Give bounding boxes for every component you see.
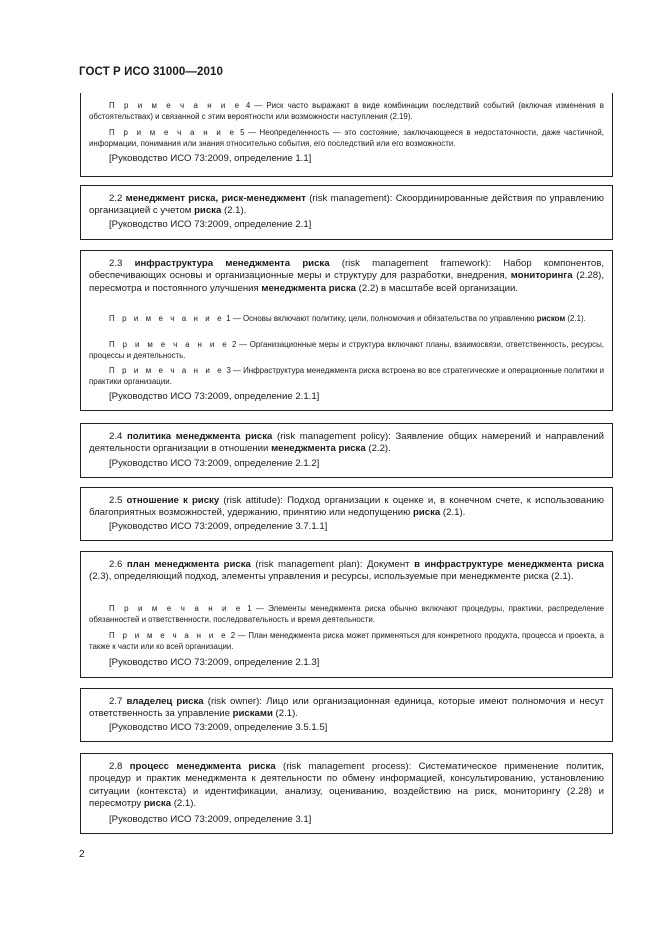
reference: [Руководство ИСО 73:2009, определение 2.1] bbox=[109, 219, 312, 230]
reference: [Руководство ИСО 73:2009, определение 2.1.1] bbox=[109, 391, 320, 402]
term: план менеджмента риска bbox=[126, 559, 251, 570]
definition-box-2-7 bbox=[80, 688, 613, 742]
term: владелец риска bbox=[126, 696, 204, 707]
definition-text: 2.8 процесс менеджмента риска (risk management process): Систематическое применение политик, процедур и практик менеджмента к деятельности по обмену информацией, консультированию, установлению ситуации (контекста) и идентификации, анализу, оцениванию, воздействию на риск, мониторингу (2.28) и пересмотру риска (2.1). bbox=[89, 761, 604, 810]
definition-box-2-4 bbox=[80, 423, 613, 478]
definition-text: 2.2 менеджмент риска, риск-менеджмент (risk management): Скоординированные действия по управлению организацией с учетом риска (2.1). bbox=[89, 193, 604, 217]
reference: [Руководство ИСО 73:2009, определение 3.7.1.1] bbox=[109, 521, 328, 532]
note-4: П р и м е ч а н и е 4 — Риск часто выражают в виде комбинации последствий событий (включая изменения в обстоятельствах) и связанной с этим вероятности или возможности наступления (2.19). bbox=[89, 101, 604, 121]
document-header: ГОСТ Р ИСО 31000—2010 bbox=[79, 66, 224, 78]
term: процесс менеджмента риска bbox=[129, 761, 276, 772]
definition-text: 2.7 владелец риска (risk owner): Лицо или организационная единица, которые имеют полномочия и несут ответственность за управление рисками (2.1). bbox=[89, 696, 604, 720]
note-2: П р и м е ч а н и е 2 — План менеджмента риска может применяться для конкретного продукта, процесса и проекта, а также к части или ко всей организации. bbox=[89, 631, 604, 651]
page-number: 2 bbox=[79, 849, 85, 860]
definition-box-continued bbox=[80, 93, 613, 177]
reference: [Руководство ИСО 73:2009, определение 3.5.1.5] bbox=[109, 722, 328, 733]
term: политика менеджмента риска bbox=[127, 431, 273, 442]
reference: [Руководство ИСО 73:2009, определение 2.1.3] bbox=[109, 657, 320, 668]
definition-text: 2.6 план менеджмента риска (risk management plan): Документ в инфраструктуре менеджмента риска (2.3), определяющий подход, элементы управления и ресурсы, используемые при менеджменте риска (2.1). bbox=[89, 559, 605, 583]
note-1: П р и м е ч а н и е 1 — Основы включают политику, цели, полномочия и обязательства по управлению риском (2.1). bbox=[109, 314, 586, 323]
term: менеджмент риска, риск-менеджмент bbox=[125, 193, 306, 204]
note-2: П р и м е ч а н и е 2 — Организационные меры и структура включают планы, взаимосвязи, ответственность, ресурсы, процессы и деятельность. bbox=[89, 340, 604, 360]
reference: [Руководство ИСО 73:2009, определение 1.1] bbox=[109, 153, 312, 164]
reference: [Руководство ИСО 73:2009, определение 3.1] bbox=[109, 814, 312, 825]
reference: [Руководство ИСО 73:2009, определение 2.1.2] bbox=[109, 458, 320, 469]
note-5: П р и м е ч а н и е 5 — Неопределенность — это состояние, заключающееся в недостаточности, даже частичной, информации, понимания или знания относительно события, его последствий или его возможности. bbox=[89, 128, 604, 148]
note-3: П р и м е ч а н и е 3 — Инфраструктура менеджмента риска встроена во все стратегические и операционные политики и практики организации. bbox=[89, 366, 604, 386]
definition-text: 2.5 отношение к риску (risk attitude): Подход организации к оценке и, в конечном счете, к использованию благоприятных возможностей, удержанию, принятию или недопущению риска (2.1). bbox=[89, 495, 604, 519]
definition-box-2-6 bbox=[80, 551, 613, 678]
note-1: П р и м е ч а н и е 1 — Элементы менеджмента риска обычно включают процедуры, практики, распределение обязанностей и ответственности, последовательность и время деятельности. bbox=[89, 604, 604, 624]
term: инфраструктура менеджмента риска bbox=[134, 258, 330, 269]
definition-text: 2.3 инфраструктура менеджмента риска (risk management framework): Набор компонентов, обеспечивающих основы и организационные меры и структуру для разработки, внедрения, мониторинга (2.28), пересмотра и постоянного улучшения менеджмента риска (2.2) в масштабе всей организации. bbox=[89, 258, 604, 294]
definition-box-2-2 bbox=[80, 185, 613, 240]
term: отношение к риску bbox=[126, 495, 220, 506]
definition-box-2-5 bbox=[80, 487, 613, 541]
definition-text: 2.4 политика менеджмента риска (risk management policy): Заявление общих намерений и направлений деятельности организации в отношении менеджмента риска (2.2). bbox=[89, 431, 605, 455]
definition-box-2-3 bbox=[80, 250, 613, 411]
definition-box-2-8 bbox=[80, 753, 613, 834]
